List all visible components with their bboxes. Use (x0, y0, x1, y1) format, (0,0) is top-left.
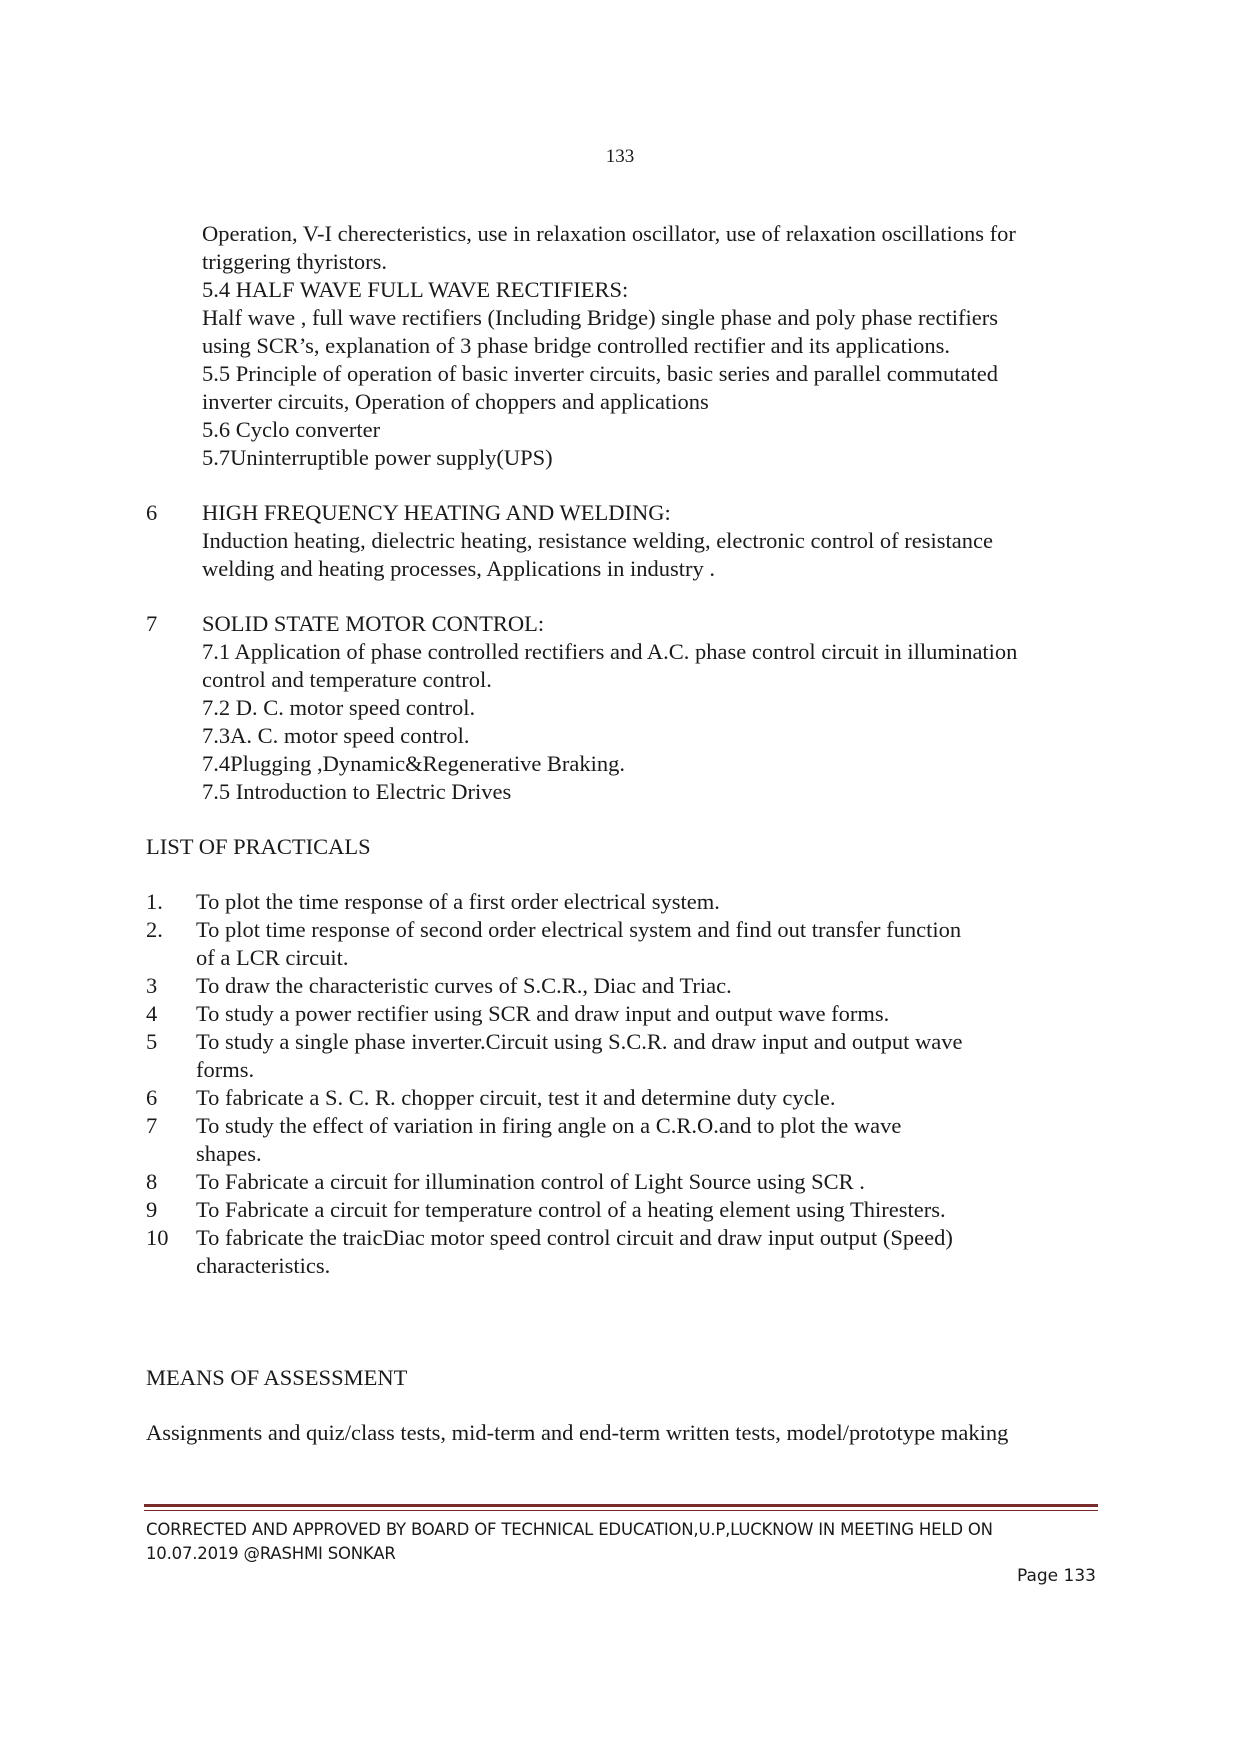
list-item (146, 888, 1106, 916)
item-text: To study the effect of variation in firing angle on a C.R.O.and to plot the wave (196, 1113, 902, 1138)
section-5-7: 5.7Uninterruptible power supply(UPS) (202, 445, 553, 470)
item-text: To Fabricate a circuit for illumination control of Light Source using SCR . (196, 1169, 865, 1194)
section-5-5: 5.5 Principle of operation of basic inverter circuits, basic series and parallel commutated (202, 361, 998, 386)
item-number: 1. (146, 889, 163, 914)
unit-title: SOLID STATE MOTOR CONTROL: (202, 611, 545, 636)
list-item (146, 1168, 1106, 1196)
item-number: 6 (146, 1085, 158, 1110)
practicals-heading: LIST OF PRACTICALS (146, 834, 371, 859)
unit-title: HIGH FREQUENCY HEATING AND WELDING: (202, 500, 671, 525)
section-7-5: 7.5 Introduction to Electric Drives (202, 779, 512, 804)
item-text: To Fabricate a circuit for temperature control of a heating element using Thiresters. (196, 1197, 946, 1222)
section-5-6: 5.6 Cyclo converter (202, 417, 381, 442)
list-item (146, 972, 1106, 1000)
text-line: Half wave , full wave rectifiers (Including Bridge) single phase and poly phase rectifiers (202, 305, 998, 330)
footer-page-number: Page 133 (1016, 1566, 1096, 1586)
item-text: To fabricate the traicDiac motor speed control circuit and draw input output (Speed) (196, 1225, 953, 1250)
assessment-heading: MEANS OF ASSESSMENT (146, 1365, 408, 1390)
unit-5-continuation (146, 220, 1106, 472)
item-text: forms. (196, 1057, 255, 1082)
list-item (146, 1196, 1106, 1224)
unit-number: 6 (146, 500, 158, 525)
item-number: 7 (146, 1113, 158, 1138)
section-7-4: 7.4Plugging ,Dynamic&Regenerative Braking. (202, 751, 626, 776)
unit-7 (146, 610, 1106, 806)
item-text: To study a power rectifier using SCR and draw input and output wave forms. (196, 1001, 890, 1026)
list-item (146, 1028, 1106, 1084)
list-item (146, 1112, 1106, 1168)
text-line: using SCR’s, explanation of 3 phase bridge controlled rectifier and its applications. (202, 333, 950, 358)
text-line: triggering thyristors. (202, 249, 387, 274)
list-item (146, 1224, 1106, 1280)
list-item (146, 916, 1106, 972)
item-text: To draw the characteristic curves of S.C.R., Diac and Triac. (196, 973, 732, 998)
item-number: 10 (146, 1225, 169, 1250)
unit-6 (146, 499, 1106, 583)
section-7-2: 7.2 D. C. motor speed control. (202, 695, 476, 720)
list-item (146, 1000, 1106, 1028)
item-text: To plot time response of second order electrical system and find out transfer function (196, 917, 962, 942)
item-text: To plot the time response of a first order electrical system. (196, 889, 720, 914)
footer-line: 10.07.2019 @RASHMI SONKAR (146, 1544, 396, 1563)
item-text: shapes. (196, 1141, 262, 1166)
text-line: Operation, V-I cherecteristics, use in relaxation oscillator, use of relaxation oscillations for (202, 221, 1016, 246)
section-7-3: 7.3A. C. motor speed control. (202, 723, 470, 748)
item-number: 8 (146, 1169, 158, 1194)
section-heading-5-4: 5.4 HALF WAVE FULL WAVE RECTIFIERS: (202, 277, 629, 302)
list-item (146, 1084, 1106, 1112)
text-line: control and temperature control. (202, 667, 492, 692)
text-line: 7.1 Application of phase controlled rectifiers and A.C. phase control circuit in illumination (202, 639, 1018, 664)
item-text: To study a single phase inverter.Circuit using S.C.R. and draw input and output wave (196, 1029, 963, 1054)
item-text: characteristics. (196, 1253, 331, 1278)
item-number: 9 (146, 1197, 158, 1222)
item-number: 2. (146, 917, 163, 942)
footer-divider (144, 1504, 1098, 1511)
page-number-top: 133 (605, 146, 635, 167)
assessment-text: Assignments and quiz/class tests, mid-term and end-term written tests, model/prototype making (146, 1420, 1009, 1445)
item-text: To fabricate a S. C. R. chopper circuit, test it and determine duty cycle. (196, 1085, 836, 1110)
document-body (146, 220, 1106, 1447)
item-number: 5 (146, 1029, 158, 1054)
practicals-list (146, 888, 1106, 1280)
item-text: of a LCR circuit. (196, 945, 349, 970)
item-number: 4 (146, 1001, 158, 1026)
text-line: inverter circuits, Operation of choppers and applications (202, 389, 709, 414)
text-line: Induction heating, dielectric heating, resistance welding, electronic control of resistance (202, 528, 993, 553)
unit-number: 7 (146, 611, 158, 636)
footer-note (146, 1518, 1106, 1566)
text-line: welding and heating processes, Applications in industry . (202, 556, 716, 581)
item-number: 3 (146, 973, 158, 998)
footer-line: CORRECTED AND APPROVED BY BOARD OF TECHNICAL EDUCATION,U.P,LUCKNOW IN MEETING HELD ON (146, 1520, 993, 1539)
